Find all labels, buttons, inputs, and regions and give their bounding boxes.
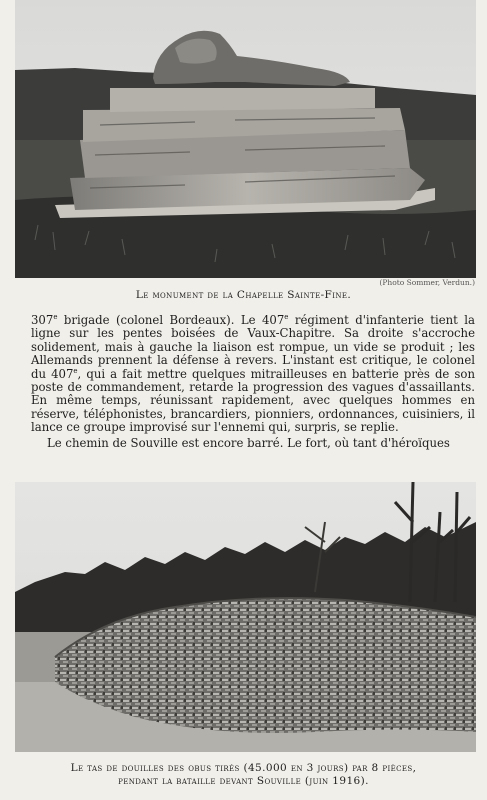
photo-caption-monument: Le monument de la Chapelle Sainte-Fine. [135, 289, 352, 301]
paragraph-2: Le chemin de Souville est encore barré. Le fort, où tant d'héroïques [47, 435, 450, 450]
paragraph-1: 307e brigade (colonel Bordeaux). Le 407e régiment d'infanterie tient la ligne sur les pentes boisées de Vaux-Chapitre. Sa droite s'accroche solidement, mais à gauche la liaison est rompue, un vide se produit ; les Allemands prennent la défense à revers. L'instant est critique, le colonel du 407e, qui a fait mettre quelques mitrailleuses en batterie près de son poste de commandement, retarde la progression des vagues d'assaillants. En même temps, réunissant rapidement, avec quelques hommes en réserve, téléphonistes, brancardiers, pionniers, ordonnances, cuisiniers, il lance ce groupe improvisé sur l'ennemi qui, surpris, se replie. [31, 313, 475, 435]
caption-line-2: pendant la bataille devant Souville (juin 1916). [118, 775, 369, 787]
photo-caption-shells [0, 762, 487, 788]
shell-casings-photo [15, 482, 476, 752]
body-text [31, 314, 475, 450]
caption-line-1: Le tas de douilles des obus tirés (45.000 en 3 jours) par 8 pièces, [70, 762, 417, 774]
photo-credit: (Photo Sommer, Verdun.) [379, 278, 475, 287]
monument-photo [15, 0, 476, 278]
